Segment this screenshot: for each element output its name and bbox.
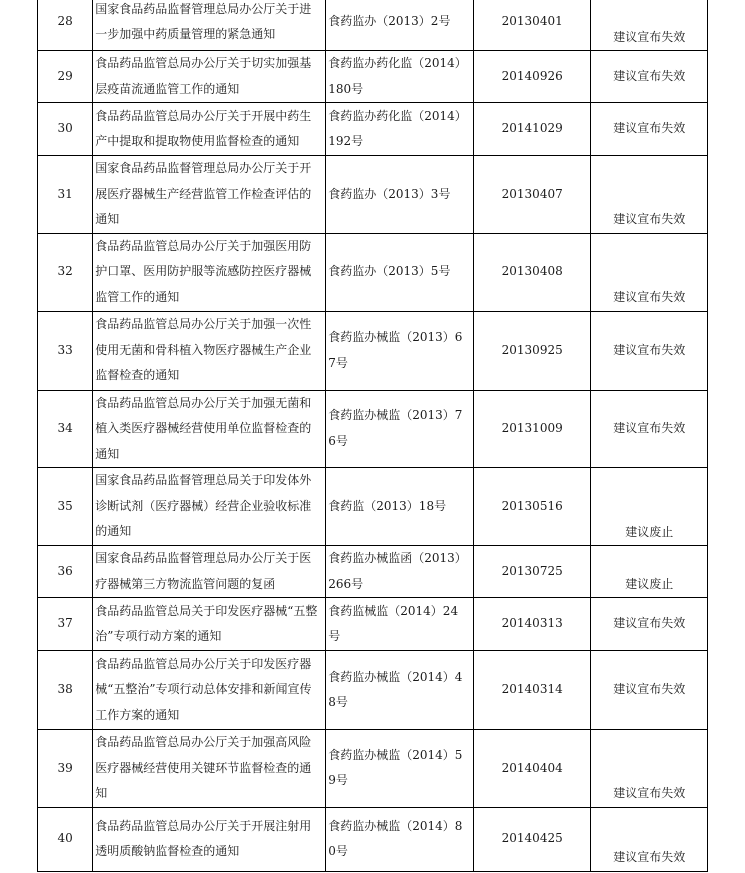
recommendation: 建议宣布失效 [591, 807, 708, 871]
document-title: 食品药品监管总局办公厅关于加强高风险医疗器械经营使用关键环节监督检查的通知 [93, 730, 326, 808]
issue-date: 20130516 [473, 468, 591, 546]
document-title: 食品药品监管总局办公厅关于开展注射用透明质酸钠监督检查的通知 [93, 807, 326, 871]
issue-date: 20130725 [473, 546, 591, 598]
recommendation: 建议宣布失效 [591, 598, 708, 651]
row-number: 32 [38, 233, 93, 311]
document-title: 国家食品药品监督管理总局关于印发体外诊断试剂（医疗器械）经营企业验收标准的通知 [93, 468, 326, 546]
row-number: 31 [38, 156, 93, 234]
document-title: 国家食品药品监督管理总局办公厅关于进一步加强中药质量管理的紧急通知 [93, 0, 326, 51]
document-number: 食药监办械监（2014）80号 [326, 807, 474, 871]
issue-date: 20130408 [473, 233, 591, 311]
recommendation: 建议宣布失效 [591, 103, 708, 156]
table-row [38, 233, 708, 311]
table-row [38, 651, 708, 730]
row-number: 35 [38, 468, 93, 546]
issue-date: 20140926 [473, 51, 591, 103]
issue-date: 20140404 [473, 730, 591, 808]
document-number: 食药监办（2013）3号 [326, 156, 474, 234]
table-row [38, 51, 708, 103]
regulation-table [37, 0, 708, 872]
document-number: 食药监械监（2014）24号 [326, 598, 474, 651]
table-row [38, 103, 708, 156]
document-number: 食药监（2013）18号 [326, 468, 474, 546]
document-number: 食药监办药化监（2014）180号 [326, 51, 474, 103]
document-number: 食药监办械监函（2013）266号 [326, 546, 474, 598]
document-title: 食品药品监管总局办公厅关于印发医疗器械“五整治”专项行动总体安排和新闻宣传工作方案的通知 [93, 651, 326, 730]
table-row [38, 468, 708, 546]
recommendation: 建议宣布失效 [591, 51, 708, 103]
table-row [38, 311, 708, 390]
issue-date: 20140425 [473, 807, 591, 871]
row-number: 40 [38, 807, 93, 871]
row-number: 39 [38, 730, 93, 808]
document-title: 国家食品药品监督管理总局办公厅关于医疗器械第三方物流监管问题的复函 [93, 546, 326, 598]
issue-date: 20131009 [473, 390, 591, 468]
document-title: 食品药品监管总局办公厅关于切实加强基层疫苗流通监管工作的通知 [93, 51, 326, 103]
recommendation: 建议宣布失效 [591, 311, 708, 390]
document-title: 国家食品药品监督管理总局办公厅关于开展医疗器械生产经营监管工作检查评估的通知 [93, 156, 326, 234]
table-row [38, 598, 708, 651]
recommendation: 建议宣布失效 [591, 390, 708, 468]
row-number: 30 [38, 103, 93, 156]
recommendation: 建议废止 [591, 468, 708, 546]
document-number: 食药监办械监（2014）59号 [326, 730, 474, 808]
document-title: 食品药品监管总局办公厅关于加强无菌和植入类医疗器械经营使用单位监督检查的通知 [93, 390, 326, 468]
row-number: 37 [38, 598, 93, 651]
document-number: 食药监办（2013）2号 [326, 0, 474, 51]
issue-date: 20140314 [473, 651, 591, 730]
issue-date: 20140313 [473, 598, 591, 651]
table-row [38, 156, 708, 234]
issue-date: 20130925 [473, 311, 591, 390]
table-row [38, 0, 708, 51]
issue-date: 20130401 [473, 0, 591, 51]
document-title: 食品药品监管总局办公厅关于加强医用防护口罩、医用防护服等流感防控医疗器械监管工作的通知 [93, 233, 326, 311]
document-title: 食品药品监管总局关于印发医疗器械“五整治”专项行动方案的通知 [93, 598, 326, 651]
row-number: 29 [38, 51, 93, 103]
recommendation: 建议宣布失效 [591, 156, 708, 234]
row-number: 36 [38, 546, 93, 598]
issue-date: 20130407 [473, 156, 591, 234]
row-number: 38 [38, 651, 93, 730]
table-row [38, 546, 708, 598]
recommendation: 建议宣布失效 [591, 233, 708, 311]
document-number: 食药监办（2013）5号 [326, 233, 474, 311]
recommendation: 建议宣布失效 [591, 730, 708, 808]
document-number: 食药监办械监（2013）76号 [326, 390, 474, 468]
issue-date: 20141029 [473, 103, 591, 156]
document-title: 食品药品监管总局办公厅关于加强一次性使用无菌和骨科植入物医疗器械生产企业监督检查的通知 [93, 311, 326, 390]
recommendation: 建议废止 [591, 546, 708, 598]
row-number: 33 [38, 311, 93, 390]
recommendation: 建议宣布失效 [591, 0, 708, 51]
table-row [38, 807, 708, 871]
row-number: 34 [38, 390, 93, 468]
table-row [38, 730, 708, 808]
document-number: 食药监办械监（2013）67号 [326, 311, 474, 390]
document-title: 食品药品监管总局办公厅关于开展中药生产中提取和提取物使用监督检查的通知 [93, 103, 326, 156]
document-number: 食药监办药化监（2014）192号 [326, 103, 474, 156]
document-number: 食药监办械监（2014）48号 [326, 651, 474, 730]
table-row [38, 390, 708, 468]
row-number: 28 [38, 0, 93, 51]
recommendation: 建议宣布失效 [591, 651, 708, 730]
